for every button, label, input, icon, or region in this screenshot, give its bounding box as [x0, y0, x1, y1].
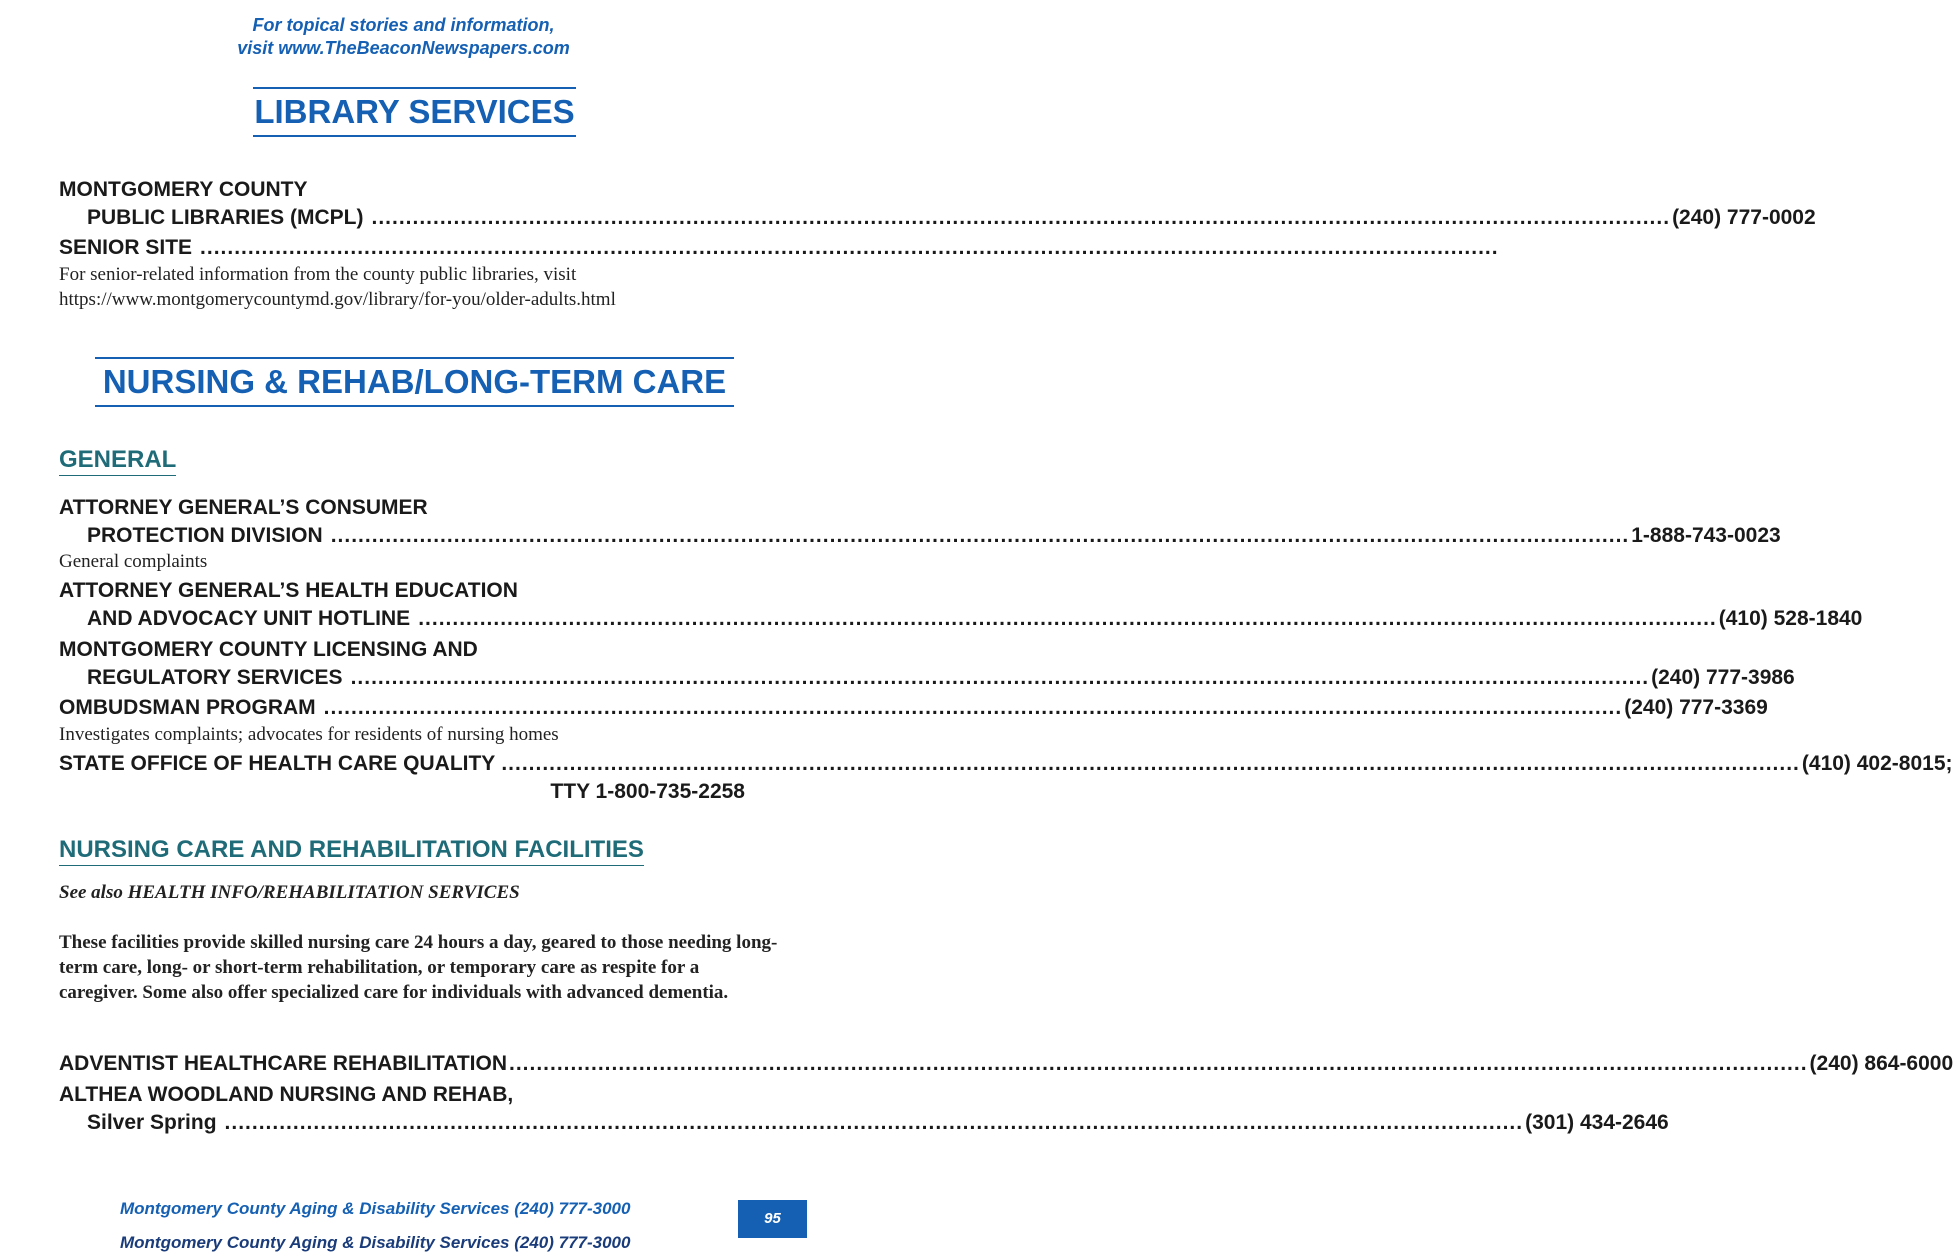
senior-site-note: For senior-related information from the county public libraries, visit https://www.montgomerycountymd.gov/library/for-you/older-adults.html — [59, 264, 616, 310]
dot-leader — [331, 522, 1630, 550]
general-heading: GENERAL — [59, 445, 176, 476]
mcpl-phone: (240) 777-0002 — [1672, 206, 1816, 229]
dot-leader — [200, 234, 1499, 262]
althea-entry: ALTHEA WOODLAND NURSING AND REHAB, Silver Spring ..... (301) 434-2646 — [59, 1081, 745, 1137]
adventist-phone: (240) 864-6000 — [1809, 1052, 1953, 1075]
ombudsman-note: Investigates complaints; advocates for residents of nursing homes — [59, 724, 559, 745]
state-office-label: STATE OFFICE OF HEALTH CARE QUALITY — [59, 752, 496, 775]
footer-cut-line — [120, 1232, 700, 1252]
senior-site-label: SENIOR SITE — [59, 236, 193, 259]
dot-leader — [225, 1109, 1524, 1137]
health-education-label: AND ADVOCACY UNIT HOTLINE — [87, 607, 411, 630]
ombudsman-label: OMBUDSMAN PROGRAM — [59, 696, 316, 719]
state-office-phone: (410) 402-8015; — [1801, 752, 1953, 775]
consumer-protection-phone: 1-888-743-0023 — [1631, 524, 1781, 547]
footer-agency-line: Montgomery County Aging & Disability Services (240) 777-3000 — [120, 1199, 631, 1218]
senior-site-entry — [59, 234, 745, 262]
health-education-phone: (410) 528-1840 — [1718, 607, 1863, 630]
nursing-rehab-banner: NURSING & REHAB/LONG-TERM CARE — [95, 357, 734, 407]
ombudsman-entry — [59, 694, 1768, 722]
facilities-heading: NURSING CARE AND REHABILITATION FACILITIES — [59, 835, 644, 866]
mcpl-label: PUBLIC LIBRARIES (MCPL) — [87, 206, 364, 229]
licensing-entry: MONTGOMERY COUNTY LICENSING AND REGULATORY SERVICES ..... (240) 777-3986 — [59, 636, 745, 692]
mcpl-entry — [59, 176, 1816, 232]
library-services-banner: LIBRARY SERVICES — [253, 87, 576, 137]
consumer-protection-note: General complaints — [59, 551, 208, 572]
health-education-entry: ATTORNEY GENERAL’S HEALTH EDUCATION AND ADVOCACY UNIT HOTLINE ..... (410) 528-1840 — [59, 577, 745, 633]
althea-phone: (301) 434-2646 — [1525, 1111, 1669, 1134]
promo-line-2: visit www.TheBeaconNewspapers.com — [237, 38, 570, 58]
althea-label: Silver Spring — [87, 1111, 217, 1134]
see-also-note: See also HEALTH INFO/REHABILITATION SERVICES — [59, 882, 520, 903]
footer-cut-text: Montgomery County Aging & Disability Services (240) 777-3000 — [120, 1233, 631, 1252]
facilities-description: These facilities provide skilled nursing care 24 hours a day, geared to those needing long-term care, long- or short-term rehabilitation, or temporary care as respite for a caregiver. Some also offer specialized care for individuals with advanced dementia. — [59, 932, 778, 1003]
licensing-label: REGULATORY SERVICES — [87, 666, 343, 689]
state-office-tty: TTY 1-800-735-2258 — [550, 780, 745, 803]
adventist-entry — [59, 1050, 1953, 1078]
dot-leader — [501, 750, 1800, 778]
dot-leader — [372, 204, 1671, 232]
dot-leader — [509, 1050, 1808, 1078]
ombudsman-phone: (240) 777-3369 — [1624, 696, 1768, 719]
page-number: 95 — [738, 1200, 807, 1238]
promo-line-1: For topical stories and information, — [252, 15, 555, 35]
dot-leader — [351, 664, 1650, 692]
consumer-protection-label: PROTECTION DIVISION — [87, 524, 323, 547]
promo-header — [0, 14, 807, 60]
adventist-label: ADVENTIST HEALTHCARE REHABILITATION — [59, 1052, 507, 1075]
licensing-phone: (240) 777-3986 — [1651, 666, 1795, 689]
dot-leader — [418, 605, 1717, 633]
state-office-entry — [59, 750, 1953, 806]
dot-leader — [324, 694, 1623, 722]
consumer-protection-entry: ATTORNEY GENERAL’S CONSUMER PROTECTION DIVISION ..... 1-888-743-0023 — [59, 494, 745, 550]
mcpl-line-1: MONTGOMERY COUNTY — [59, 178, 308, 201]
mcpl-line-2 — [59, 204, 1816, 232]
